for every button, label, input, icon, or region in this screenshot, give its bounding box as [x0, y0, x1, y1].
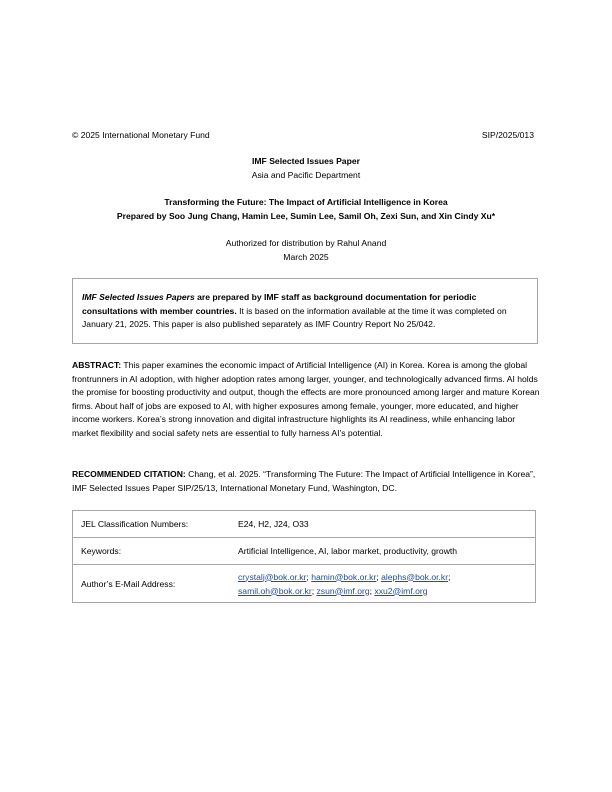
- recommended-citation: [72, 468, 540, 495]
- authors-line: Prepared by Soo Jung Chang, Hamin Lee, Sumin Lee, Samil Oh, Zexi Sun, and Xin Cindy Xu*: [116, 211, 496, 221]
- table-row: [73, 565, 536, 603]
- authorization-line: Authorized for distribution by Rahul Anand: [225, 238, 387, 248]
- table-row: [73, 538, 536, 565]
- abstract: [72, 359, 540, 441]
- keywords-value: Artificial Intelligence, AI, labor market, productivity, growth: [238, 538, 536, 565]
- report-id: SIP/2025/013: [481, 130, 534, 140]
- keywords-label: Keywords:: [73, 538, 239, 565]
- disclaimer-bold: are prepared by IMF staff as background documentation for periodic consultations with member countries.: [82, 292, 477, 316]
- disclaimer-plain: It is based on the information available at the time it was completed on January 21, 2025. This paper is also published separately as IMF Country Report No 25/042.: [82, 305, 507, 329]
- email-link[interactable]: samil.oh@bok.or.kr: [238, 585, 312, 596]
- metadata-table: [72, 510, 536, 603]
- email-link[interactable]: xxu2@imf.org: [374, 585, 428, 596]
- disclaimer-box: [72, 278, 538, 344]
- email-link[interactable]: hamin@bok.or.kr: [311, 571, 377, 582]
- email-label: Author’s E-Mail Address:: [73, 565, 239, 603]
- series-name: IMF Selected Issues Paper: [252, 156, 360, 166]
- email-link[interactable]: zsun@imf.org: [316, 585, 370, 596]
- copyright-notice: © 2025 International Monetary Fund: [72, 130, 210, 140]
- abstract-label: ABSTRACT:: [72, 360, 122, 370]
- jel-label: JEL Classification Numbers:: [73, 511, 239, 538]
- citation-label: RECOMMENDED CITATION:: [72, 469, 186, 479]
- jel-value: E24, H2, J24, O33: [238, 511, 536, 538]
- table-row: [73, 511, 536, 538]
- abstract-text: This paper examines the economic impact of Artificial Intelligence (AI) in Korea. Korea is among the global frontrunners in AI adoption, with higher adoption rates among larger, younger, and technologically advanced firms. AI holds the promise for boosting productivity and output, though the effects are more pronounced among larger and mature Korean firms. About half of jobs are exposed to AI, with higher exposures among female, younger, more educated, and higher income workers. Korea’s strong innovation and digital infrastructure highlights its AI readiness, while enhancing labor market flexibility and social safety nets are essential to fully harness AI’s potential.: [72, 360, 540, 438]
- department: Asia and Pacific Department: [251, 170, 361, 180]
- publication-date: March 2025: [283, 252, 329, 262]
- email-link[interactable]: alephs@bok.or.kr: [381, 571, 449, 582]
- paper-title: Transforming the Future: The Impact of Artificial Intelligence in Korea: [164, 197, 448, 207]
- disclaimer-series: IMF Selected Issues Papers: [82, 292, 195, 302]
- disclaimer-text: [82, 291, 534, 332]
- email-list: crystalj@bok.or.kr; hamin@bok.or.kr; alephs@bok.or.kr; samil.oh@bok.or.kr; zsun@imf.org; xxu2@imf.org: [238, 565, 536, 603]
- citation-text: Chang, et al. 2025. “Transforming The Future: The Impact of Artificial Intelligence in Korea”, IMF Selected Issues Paper SIP/25/13, International Monetary Fund, Washington, DC.: [72, 469, 536, 493]
- email-link[interactable]: crystalj@bok.or.kr: [238, 571, 307, 582]
